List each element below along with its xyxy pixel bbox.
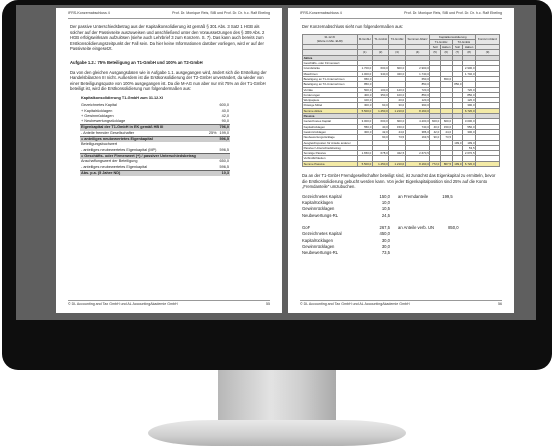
- booking-counter-amount: 199,5: [442, 193, 453, 199]
- document-page-left: [56, 8, 282, 313]
- table-cell: 550,0: [463, 124, 476, 129]
- table-cell: 73,5: [440, 135, 452, 140]
- row-label: Beteiligung an T2-Unternehmen: [303, 82, 358, 87]
- row-label: Geschäfts- oder Firmenwert: [303, 61, 358, 66]
- column-index: (9): [476, 50, 500, 55]
- booking-account: Gezeichnetes Kapital: [302, 193, 342, 199]
- table-cell: 42,0: [430, 129, 440, 134]
- table-cell: 199,0: [452, 140, 462, 145]
- calc-value: 600,0: [219, 103, 229, 108]
- row-label: Passiver Unterschiedsbetrag: [303, 145, 358, 150]
- booking-account: Neubewertungs-RL: [302, 212, 339, 218]
- table-cell: 100,0: [389, 92, 405, 97]
- table-cell: 120,0: [405, 98, 430, 103]
- table-cell: 1.000,0: [357, 71, 372, 76]
- header-right: Prof. Dr. Monique Reis, StB und Prof. Dr. Dr. h.c. Ralf Ebeling: [172, 11, 270, 15]
- row-label: Forderungen: [303, 92, 358, 97]
- table-cell: 163,5: [405, 135, 430, 140]
- table-cell: 600,0: [440, 119, 452, 124]
- table-cell: 199,0: [463, 140, 476, 145]
- section-paragraph: Da von den gleichen Ausgangsdaten wie in Aufgabe 1.1. ausgegangen wird, ändert sich die Erstellung der Handelsbilanzen III nicht. Außerdem ist die Erstkonsolidierung der T2-GmbH unverändert, da wieder von einer Beteiligungsquote von 100% ausgegangen ist. Da die M-AG nun aber nur mit 75% an der T1-GmbH beteiligt ist, wird die Erstkonsolidierung nun folgendermaßen aus:: [70, 69, 267, 92]
- row-label: Vorräte: [303, 87, 358, 92]
- table-cell: 720,0: [405, 87, 430, 92]
- table-cell: 500,0: [357, 87, 372, 92]
- row-label: Kapitalrücklagen: [303, 124, 358, 129]
- booking-entry-b: [302, 225, 500, 256]
- table-cell: 1.740,0: [463, 71, 476, 76]
- table-cell: 1.210,0: [389, 108, 405, 113]
- booking-account: Kapitalrücklagen: [302, 200, 333, 206]
- table-cell: 20,0: [389, 98, 405, 103]
- calc-value: 796,0: [217, 125, 230, 131]
- col-group-kapitalkonsolidierung: Kapitalkonsolidierung: [430, 34, 476, 39]
- calc-value: 596,5: [217, 148, 230, 154]
- table-cell: [476, 161, 500, 166]
- column-index: (8): [463, 50, 476, 55]
- table-row: [303, 161, 500, 166]
- booking-amount: 10,5: [381, 206, 390, 212]
- table-cell: 60,0: [372, 103, 388, 108]
- table-cell: 40,0: [372, 124, 388, 129]
- table-cell: 342,5: [389, 151, 405, 156]
- table-cell: 386,0: [405, 129, 430, 134]
- row-label: Verbindlichkeiten: [303, 156, 358, 161]
- table-cell: 3.000,0: [463, 119, 476, 124]
- table-cell: 3.000,0: [357, 119, 372, 124]
- table-cell: 8.160,0: [405, 108, 430, 113]
- booking-account: Neubewertungs-RL: [302, 250, 339, 256]
- col-sum: Summen-bilanz: [405, 34, 430, 45]
- header-left: IFRS-Konzernabschluss 4: [300, 11, 342, 15]
- booking-line: [302, 250, 500, 256]
- table-cell: 650,0: [405, 76, 430, 81]
- table-cell: 390,0: [405, 103, 430, 108]
- col-t2-konsolidierung: T2-GmbH: [452, 39, 476, 44]
- intro-text: Der Konzernabschluss sieht nun folgendermaßen aus:: [302, 24, 404, 29]
- column-index: (2): [372, 50, 388, 55]
- consolidated-balance-table: [302, 34, 500, 167]
- table-cell: 90,0: [430, 135, 440, 140]
- document-page-right: [288, 8, 514, 313]
- calc-value: 10,3: [217, 171, 230, 176]
- calc-value: 199,0: [217, 131, 230, 137]
- booking-counter-account: an Fremdanteile: [398, 193, 429, 199]
- calc-value: 40,0: [221, 108, 229, 113]
- row-label: Aktiva: [303, 55, 358, 60]
- table-cell: 340,0: [372, 71, 388, 76]
- table-cell: 390,0: [463, 103, 476, 108]
- column-index: (1): [357, 50, 372, 55]
- row-label: Neubewertungsrücklage: [303, 135, 358, 140]
- column-index: (6): [440, 50, 452, 55]
- calc-value: 650,0: [219, 159, 229, 164]
- calc-label: Gezeichnetes Kapital: [81, 103, 117, 108]
- table-header-year: 31.12.XI (Werte in Mio. EUR): [303, 34, 358, 45]
- table-cell: 300,0: [463, 129, 476, 134]
- booking-account: Gewinnrücklagen: [302, 243, 335, 249]
- row-label: Gewinnrücklagen: [303, 129, 358, 134]
- booking-amount: 150,0: [379, 193, 390, 199]
- table-cell: 100,0: [372, 87, 388, 92]
- page-footer: [300, 300, 502, 308]
- table-cell: 53,5: [463, 145, 476, 150]
- row-label: Gezeichnetes Kapital: [303, 119, 358, 124]
- booking-line: [302, 213, 500, 219]
- table-cell: 1.210,0: [389, 161, 405, 166]
- table-cell: 120,0: [463, 98, 476, 103]
- table-cell: 150,0: [389, 124, 405, 129]
- table-cell: 300,0: [357, 103, 372, 108]
- calc-label: + Kapitalrücklagen: [81, 108, 113, 113]
- monitor-stand-neck: [218, 370, 336, 422]
- calc-row: [80, 171, 230, 176]
- column-index: (7): [452, 50, 462, 55]
- subheader-cell: Soll: [430, 45, 440, 50]
- footer-left: © DL Accounting and Tax GmbH und AL AccountingAkademie GmbH: [68, 302, 178, 307]
- header-right: Prof. Dr. Monique Reis, StB und Prof. Dr. Dr. h.c. Ralf Ebeling: [404, 11, 502, 15]
- booking-account: GoF: [302, 224, 311, 230]
- intro-paragraph: Der passive Unterschiedsbetrag aus der Kapitalkonsolidierung ist gemäß § 301 Abs. 3 Satz 1 HGB als solcher auf der Passivseite auszuweisen und anschließend unter den Voraussetzungen des § 309 Abs. 2 HGB erfolgswirksam aufzulösen (siehe auch Lehrbrief 3 zum Konzern. S. 7). Das kann auch bereits zum Erstkonsolidierungszeitpunkt der Fall sein. Da hier keine Informationen darüber vorliegen, wird er auf der Passivseite eingesetzt.: [70, 24, 265, 52]
- page-footer: [68, 300, 270, 308]
- row-label: Summe Aktiva: [303, 108, 358, 113]
- calc-value: 90,0: [217, 119, 230, 125]
- calc-value: 596,5: [217, 165, 230, 171]
- calc-label: = anteiliges neubewertetes Eigenkapital: [80, 137, 207, 143]
- table-cell: 850,0: [357, 82, 372, 87]
- table-cell: 1.700,0: [357, 66, 372, 71]
- table-cell: 678,0: [372, 151, 388, 156]
- table-cell: 650,0: [440, 76, 452, 81]
- col-konzernbilanz: Konzern-bilanz: [476, 34, 500, 45]
- row-label: Grundstücke: [303, 66, 358, 71]
- table-cell: 73,5: [389, 135, 405, 140]
- calc-value: 42,0: [221, 113, 229, 118]
- row-label: Beteiligung an T1-Unternehmen: [303, 76, 358, 81]
- table-cell: 600,0: [389, 66, 405, 71]
- table-cell: 1.450,0: [372, 108, 388, 113]
- table-cell: 199,0: [452, 161, 462, 166]
- calc-percent: [207, 171, 217, 176]
- column-index: (5): [430, 50, 440, 55]
- row-label: Sonstige Passiva: [303, 151, 358, 156]
- header-left: IFRS-Konzernabschluss 4: [68, 11, 110, 15]
- monitor-stand-base: [148, 420, 406, 446]
- explanation-paragraph: Da an der T1-GmbH Fremdgesellschafter beteiligt sind, ist zunächst das Eigenkapital zu ermitteln, bevor die Erstkonsolidierung gebucht werden kann. Von jeder Eigenkapitalposition sind 25% auf die Konto „Fremdanteile“ umzubuchen.: [302, 173, 496, 190]
- calc-label: + Neubewertungsrücklage: [80, 119, 207, 125]
- row-label: Flüssige Mittel: [303, 103, 358, 108]
- table-cell: 600,0: [372, 66, 388, 71]
- table-cell: 90,0: [372, 135, 388, 140]
- table-cell: 650,0: [357, 76, 372, 81]
- calc-percent: 25%: [208, 130, 217, 135]
- booking-amount: 267,5: [379, 224, 390, 230]
- table-cell: 600,0: [389, 119, 405, 124]
- table-cell: 850,0: [405, 92, 430, 97]
- calc-title: Kapitalkonsolidierung T1-GmbH zum 31.12.XI: [81, 95, 163, 100]
- table-cell: 6.720,0: [463, 161, 476, 166]
- table-cell: 400,0: [357, 92, 372, 97]
- section-heading: Aufgabe 1.2.: 75% Beteiligung an T1-GmbH und 100% an T2-GmbH: [70, 59, 203, 65]
- subheader-cell: Haben: [441, 45, 451, 50]
- table-unit: (Werte in Mio. EUR): [316, 39, 343, 44]
- table-cell: 8.160,0: [405, 161, 430, 166]
- calc-label: Abs. p.a. (5 Jahre ND): [80, 171, 207, 176]
- booking-account: Gezeichnetes Kapital: [302, 231, 342, 237]
- table-cell: 5.500,0: [357, 161, 372, 166]
- table-cell: 5.500,0: [357, 108, 372, 113]
- page-number: 56: [498, 302, 502, 307]
- booking-amount: 30,0: [381, 243, 390, 249]
- calc-label: Eigenkapital der T1-GmbH in EK gemäß HB III: [80, 125, 207, 131]
- table-cell: 600,0: [372, 119, 388, 124]
- booking-entry-a: [302, 194, 500, 219]
- table-cell: 2.670,5: [405, 151, 430, 156]
- table-cell: 772,0: [430, 161, 440, 166]
- table-cell: 1.450,0: [372, 161, 388, 166]
- table-cell: 44,0: [440, 129, 452, 134]
- row-label: Passiva: [303, 114, 358, 119]
- table-cell: 867,5: [440, 161, 452, 166]
- row-label: Maschinen: [303, 71, 358, 76]
- table-cell: 340,0: [389, 71, 405, 76]
- booking-amount: 73,5: [381, 250, 390, 256]
- table-cell: 2.900,0: [463, 66, 476, 71]
- subheader-cell: Soll: [452, 45, 462, 50]
- col-m-gmbh: M-GmbH: [357, 34, 372, 45]
- booking-amount: 10,0: [381, 200, 390, 206]
- booking-counter-account: an Anteile verb. UN: [398, 224, 435, 230]
- calc-label: - Anteile fremder Gesellschafter: [80, 131, 207, 137]
- row-label: Summe Passiva: [303, 161, 358, 166]
- table-cell: 4.200,0: [405, 119, 430, 124]
- table-cell: 720,0: [463, 87, 476, 92]
- row-label: Wertpapiere: [303, 98, 358, 103]
- table-cell: 6.720,0: [463, 108, 476, 113]
- table-cell: 550,0: [357, 124, 372, 129]
- calc-label: - anteiliges neubewertetes Eigenkapital (MP): [80, 148, 207, 154]
- column-index: (4): [405, 50, 430, 55]
- page-header: [300, 11, 502, 19]
- booking-account: Gewinnrücklagen: [302, 206, 335, 212]
- table-cell: 300,0: [357, 129, 372, 134]
- col-t1-gmbh: T1-GmbH: [372, 34, 388, 45]
- table-cell: 850,0: [405, 82, 430, 87]
- page-header: [68, 11, 270, 19]
- table-cell: 1.740,0: [405, 71, 430, 76]
- calc-label: Anschaffungswert der Beteiligung: [81, 159, 138, 164]
- col-t1-konsolidierung: T1-GmbH: [430, 39, 452, 44]
- table-cell: 1.650,0: [357, 151, 372, 156]
- table-cell: 44,0: [389, 129, 405, 134]
- table-cell: 2.670,5: [463, 151, 476, 156]
- column-index: (3): [389, 50, 405, 55]
- table-cell: 850,0: [452, 82, 462, 87]
- calc-label: Beteiligungsbuchwert: [81, 142, 118, 147]
- table-cell: 30,0: [389, 103, 405, 108]
- table-cell: 100,0: [357, 98, 372, 103]
- table-cell: 850,0: [463, 92, 476, 97]
- booking-amount: 450,0: [379, 231, 390, 237]
- row-label: Ausgleichsposten für Anteile anderer: [303, 140, 358, 145]
- page-number: 55: [266, 302, 270, 307]
- calc-label: + Gewinnrücklagen: [81, 113, 114, 118]
- booking-counter-amount: 850,0: [448, 224, 459, 230]
- booking-amount: 24,5: [381, 212, 390, 218]
- table-cell: 150,0: [440, 124, 452, 129]
- subheader-cell: Haben: [463, 45, 476, 50]
- monitor-screen: [16, 5, 536, 320]
- table-cell: 600,0: [430, 119, 440, 124]
- table-cell: 2.900,0: [405, 66, 430, 71]
- booking-amount: 30,0: [381, 237, 390, 243]
- calc-label: - anteiliges neubewertetes Eigenkapital: [80, 165, 207, 171]
- table-cell: 40,0: [430, 124, 440, 129]
- calc-label: = Geschäfts- oder Firmenwert (+) / passiver Unterschiedsbetrag: [80, 153, 207, 159]
- table-cell: 120,0: [389, 87, 405, 92]
- footer-left: © DL Accounting and Tax GmbH und AL AccountingAkademie GmbH: [300, 302, 410, 307]
- booking-account: Kapitalrücklagen: [302, 237, 333, 243]
- col-t2-gmbh: T2-GmbH: [389, 34, 405, 45]
- consolidation-calculation: [80, 96, 230, 176]
- table-cell: 350,0: [372, 92, 388, 97]
- monitor-bezel: [2, 0, 552, 370]
- table-cell: 42,0: [372, 129, 388, 134]
- table-cell: 740,0: [405, 124, 430, 129]
- calc-value: 596,5: [217, 137, 230, 143]
